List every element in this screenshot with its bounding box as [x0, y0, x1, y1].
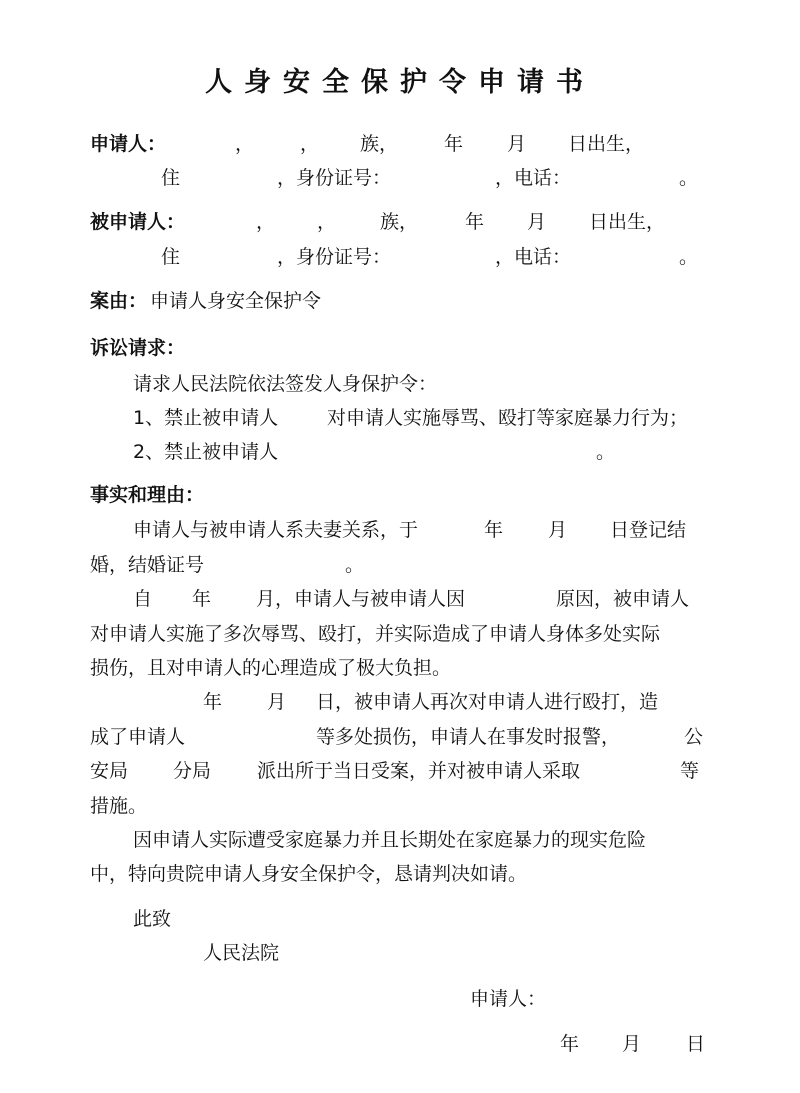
applicant-line-end: 。	[679, 167, 699, 189]
facts-p2-line3: 损伤，且对申请人的心理造成了极大负担。	[90, 657, 452, 679]
facts-p2-month: 月，申请人与被申请人因	[256, 588, 466, 610]
facts-p1-line2: 婚，结婚证号	[90, 554, 205, 576]
facts-p2-reason: 原因，被申请人	[556, 588, 690, 610]
claims-heading: 诉讼请求：	[90, 337, 186, 359]
facts-p1-end: 。	[345, 554, 365, 576]
respondent-birth-year: 年	[465, 211, 485, 233]
respondent-birth-month: 月	[527, 211, 547, 233]
document-title: 人身安全保护令申请书	[205, 67, 595, 98]
closing-date-month: 月	[622, 1033, 642, 1055]
applicant-comma-2: ，	[300, 133, 320, 155]
applicant-label: 申请人：	[90, 133, 167, 155]
claim-item-2-end: 。	[596, 441, 616, 463]
facts-p4-line2: 中，特向贵院申请人身安全保护令，恳请判决如请。	[90, 863, 528, 885]
facts-p3-police-bureau: 安局	[90, 760, 129, 782]
facts-p2-from: 自	[133, 588, 153, 610]
closing-salutation: 此致	[133, 908, 172, 930]
cause-label: 案由：	[90, 290, 148, 312]
facts-p2-year: 年	[192, 588, 212, 610]
claims-intro: 请求人民法院依法签发人身保护令：	[133, 373, 438, 395]
closing-signer-label: 申请人：	[470, 988, 547, 1010]
respondent-comma-2: ，	[317, 211, 337, 233]
applicant-comma-1: ，	[235, 133, 255, 155]
facts-p3-line2-end: 公	[684, 726, 704, 748]
facts-p3-day: 日，被申请人再次对申请人进行殴打，造	[316, 691, 659, 713]
facts-p3-month: 月	[267, 691, 287, 713]
respondent-birth-day: 日出生，	[589, 211, 666, 233]
respondent-line-end: 。	[679, 246, 699, 268]
applicant-birth-day: 日出生，	[568, 133, 645, 155]
facts-p2-line2: 对申请人实施了多次辱骂、殴打，并实际造成了申请人身体多处实际	[90, 623, 661, 645]
cause-text: 申请人身安全保护令	[150, 290, 322, 312]
claim-item-2-start: 2、禁止被申请人	[133, 441, 279, 463]
facts-p3-sub-bureau: 分局	[173, 760, 212, 782]
facts-p3-station: 派出所于当日受案，并对被申请人采取	[257, 760, 581, 782]
facts-p1-day: 日登记结	[610, 519, 687, 541]
respondent-address-label: 住	[161, 246, 181, 268]
applicant-birth-month: 月	[507, 133, 527, 155]
applicant-phone-label: ，电话：	[495, 167, 572, 189]
closing-date-day: 日	[686, 1033, 706, 1055]
facts-p3-line2-mid: 等多处损伤，申请人在事发时报警，	[316, 726, 621, 748]
facts-p3-line4: 措施。	[90, 795, 148, 817]
claim-item-1-start: 1、禁止被申请人	[133, 407, 279, 429]
applicant-ethnic: 族，	[360, 133, 399, 155]
applicant-address-label: 住	[161, 167, 181, 189]
respondent-ethnic: 族，	[380, 211, 419, 233]
facts-p1-month: 月	[548, 519, 568, 541]
facts-p4-line1: 因申请人实际遭受家庭暴力并且长期处在家庭暴力的现实危险	[133, 829, 647, 851]
claim-item-1-end: 对申请人实施辱骂、殴打等家庭暴力行为；	[327, 407, 689, 429]
facts-p1-year: 年	[484, 519, 504, 541]
facts-p1-start: 申请人与被申请人系夫妻关系，于	[133, 519, 419, 541]
respondent-phone-label: ，电话：	[495, 246, 572, 268]
applicant-id-label: ，身份证号：	[277, 167, 392, 189]
respondent-comma-1: ，	[256, 211, 276, 233]
respondent-id-label: ，身份证号：	[277, 246, 392, 268]
facts-p3-line2-start: 成了申请人	[90, 726, 186, 748]
closing-date-year: 年	[560, 1033, 580, 1055]
facts-p3-year: 年	[203, 691, 223, 713]
facts-heading: 事实和理由：	[90, 484, 205, 506]
facts-p3-measures: 等	[680, 760, 700, 782]
respondent-label: 被申请人：	[90, 211, 186, 233]
applicant-birth-year: 年	[444, 133, 464, 155]
closing-court: 人民法院	[203, 942, 280, 964]
